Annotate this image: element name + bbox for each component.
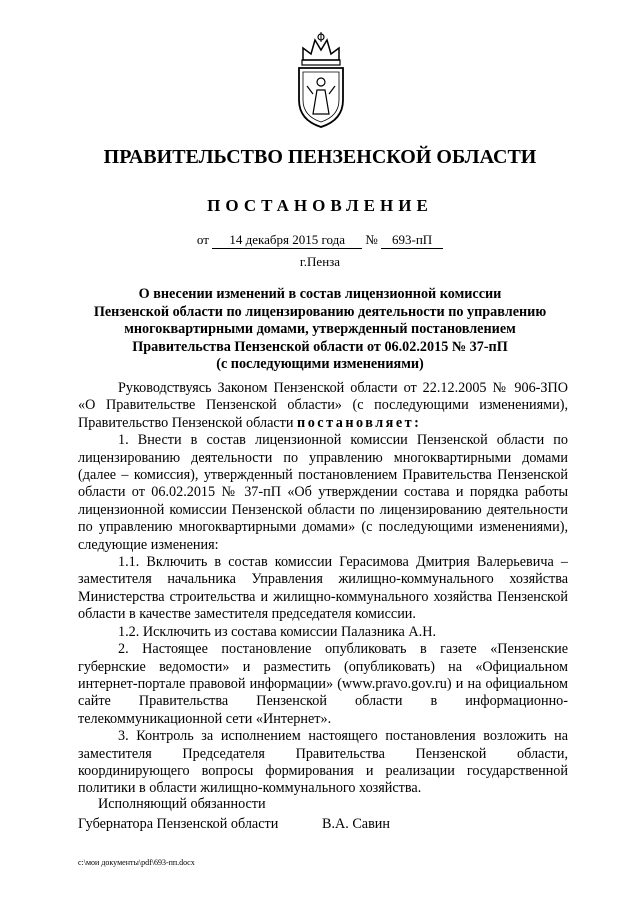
title-line: Правительства Пензенской области от 06.02.2015 № 37-пП: [132, 338, 508, 355]
title-line: О внесении изменений в состав лицензионной комиссии: [138, 286, 502, 302]
signature-position-line2: Губернатора Пензенской области: [78, 816, 279, 832]
resolves-word: постановляет:: [297, 414, 422, 431]
title-line: Пензенской области по лицензированию деятельности по управлению: [93, 303, 547, 320]
date-prefix: от: [196, 232, 209, 247]
city: г.Пенза: [299, 254, 341, 269]
date-line: [0, 232, 640, 249]
document-body: [78, 380, 568, 798]
document-title: [0, 286, 640, 374]
title-line: (с последующими изменениями): [216, 356, 424, 372]
signature-name: В.А. Савин: [322, 816, 390, 832]
signature-position-line1: Исполняющий обязанности: [98, 796, 266, 812]
coat-of-arms-icon: [293, 30, 349, 130]
number-sign: №: [365, 232, 378, 247]
paragraph-1: 1. Внести в состав лицензионной комиссии Пензенской области по лицензированию деятельности по управлению многоквартирными домами (далее – комиссия), утвержденный постановлением Правительства Пензенской области от 06.02.2015 № 37-пП «Об утверждении состава и порядка работы лицензионной комиссии Пензенской области по лицензированию деятельности по управлению многоквартирными домами» (с последующими изменениями), следующие изменения:: [78, 432, 568, 553]
title-line: многоквартирными домами, утвержденный постановлением: [124, 321, 516, 337]
paragraph-2: 2. Настоящее постановление опубликовать в газете «Пензенские губернские ведомости» и разместить (опубликовать) на «Официальном интернет-портале правовой информации» (www.pravo.gov.ru) и на официальном сайте Правительства Пензенской области в информационно-телекоммуникационной сети «Интернет».: [78, 641, 568, 727]
document-date: 14 декабря 2015 года: [212, 232, 362, 249]
paragraph-3: 3. Контроль за исполнением настоящего постановления возложить на заместителя Председателя Правительства Пензенской области, координирующего вопросы формирования и реализации государственной политики в области жилищно-коммунального хозяйства.: [78, 728, 568, 797]
document-number: 693-пП: [381, 232, 443, 249]
intro-paragraph: Руководствуясь Законом Пензенской области от 22.12.2005 № 906-ЗПО «О Правительстве Пензенской области» (с последующими изменениями), Правительство Пензенской области постановляет:: [78, 380, 568, 431]
paragraph-1-2: 1.2. Исключить из состава комиссии Палазника А.Н.: [118, 623, 436, 640]
document-type: ПОСТАНОВЛЕНИЕ: [207, 196, 433, 215]
government-title: ПРАВИТЕЛЬСТВО ПЕНЗЕНСКОЙ ОБЛАСТИ: [103, 146, 537, 168]
footer-file-path: c:\мои документы\pdf\693-пп.docx: [78, 858, 195, 867]
paragraph-1-1: 1.1. Включить в состав комиссии Герасимова Дмитрия Валерьевича – заместителя начальника Управления жилищно-коммунального хозяйства Министерства строительства и жилищно-коммунального хозяйства Пензенской области в качестве заместителя председателя комиссии.: [78, 554, 568, 623]
